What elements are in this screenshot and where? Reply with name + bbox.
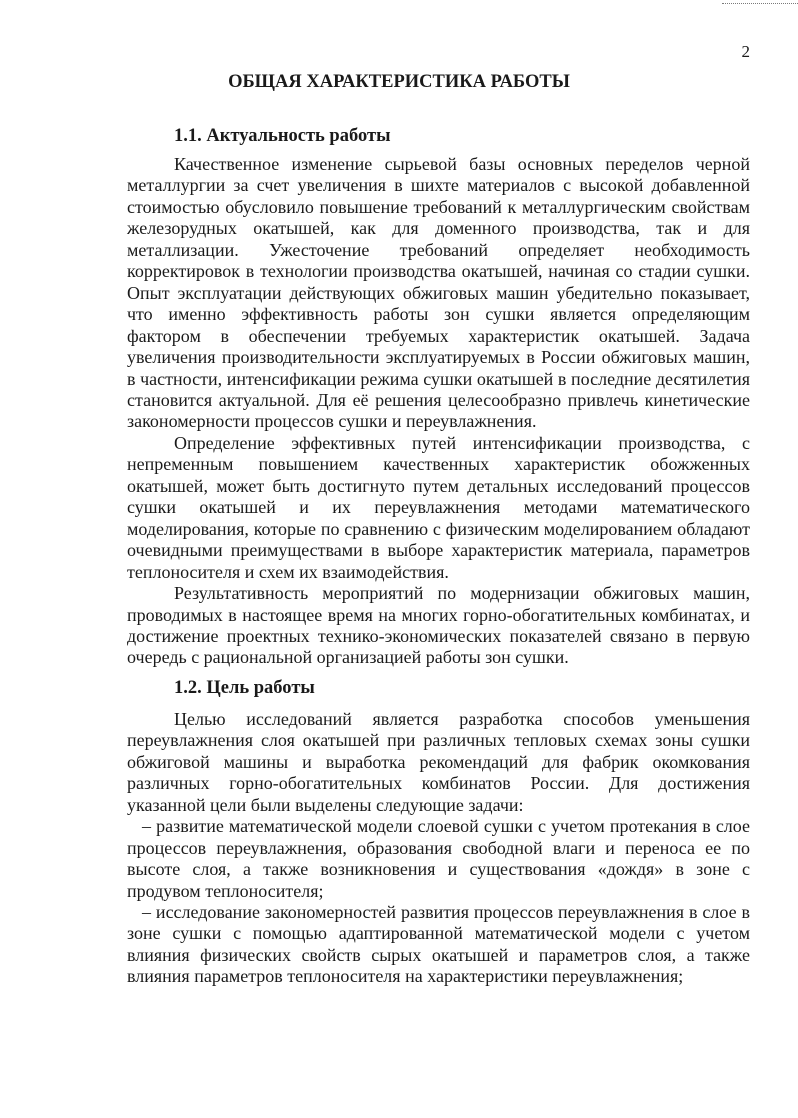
paragraph: Определение эффективных путей интенсификации производства, с непременным повышением качественных характеристик обожженных окатышей, может быть достигнуто путем детальных исследований процессов сушки окатышей и их переувлажнения методами математического моделирования, которые по сравнению с физическим моделированием обладают очевидными преимуществами в выборе характеристик материала, параметров теплоносителя и схем их взаимодействия. xyxy=(127,432,750,582)
paragraph: Целью исследований является разработка способов уменьшения переувлажнения слоя окатышей при различных тепловых схемах зоны сушки обжиговой машины и выработка рекомендаций для фабрик окомкования различных горно-обогатительных комбинатов России. Для достижения указанной цели были выделены следующие задачи: xyxy=(127,708,750,815)
document-title: ОБЩАЯ ХАРАКТЕРИСТИКА РАБОТЫ xyxy=(228,72,570,92)
paragraph: Результативность мероприятий по модернизации обжиговых машин, проводимых в настоящее время на многих горно-обогатительных комбинатах, и достижение проектных технико-экономических показателей связано в первую очередь с рациональной организацией работы зон сушки. xyxy=(127,583,750,668)
section-relevance xyxy=(127,124,750,669)
section-heading-relevance: 1.1. Актуальность работы xyxy=(174,126,391,146)
section-heading-goal: 1.2. Цель работы xyxy=(174,677,315,698)
page-number: 2 xyxy=(741,42,750,61)
scan-edge-mark xyxy=(722,3,798,5)
task-list-item: – развитие математической модели слоевой сушки с учетом протекания в слое процессов переувлажнения, образования свободной влаги и переноса ее по высоте слоя, а также возникновения и существования «дождя» в зоне с продувом теплоносителя; xyxy=(127,816,750,901)
section-goal xyxy=(127,676,750,988)
paragraph: Качественное изменение сырьевой базы основных переделов черной металлургии за счет увеличения в шихте материалов с высокой добавленной стоимостью обусловило повышение требований к металлургическим свойствам железорудных окатышей, как для доменного производства, так и для металлизации. Ужесточение требований определяет необходимость корректировок в технологии производства окатышей, начиная со стадии сушки. Опыт эксплуатации действующих обжиговых машин убедительно показывает, что именно эффективность работы зон сушки является определяющим фактором в обеспечении требуемых характеристик окатышей. Задача увеличения производительности эксплуатируемых в России обжиговых машин, в частности, интенсификации режима сушки окатышей в последние десятилетия становится актуальной. Для её решения целесообразно привлечь кинетические закономерности процессов сушки и переувлажнения. xyxy=(127,154,750,432)
task-list-item: – исследование закономерностей развития процессов переувлажнения в слое в зоне сушки с помощью адаптированной математической модели с учетом влияния физических свойств сырых окатышей и параметров слоя, а также влияния параметров теплоносителя на характеристики переувлажнения; xyxy=(127,901,750,987)
document-body xyxy=(127,124,750,988)
